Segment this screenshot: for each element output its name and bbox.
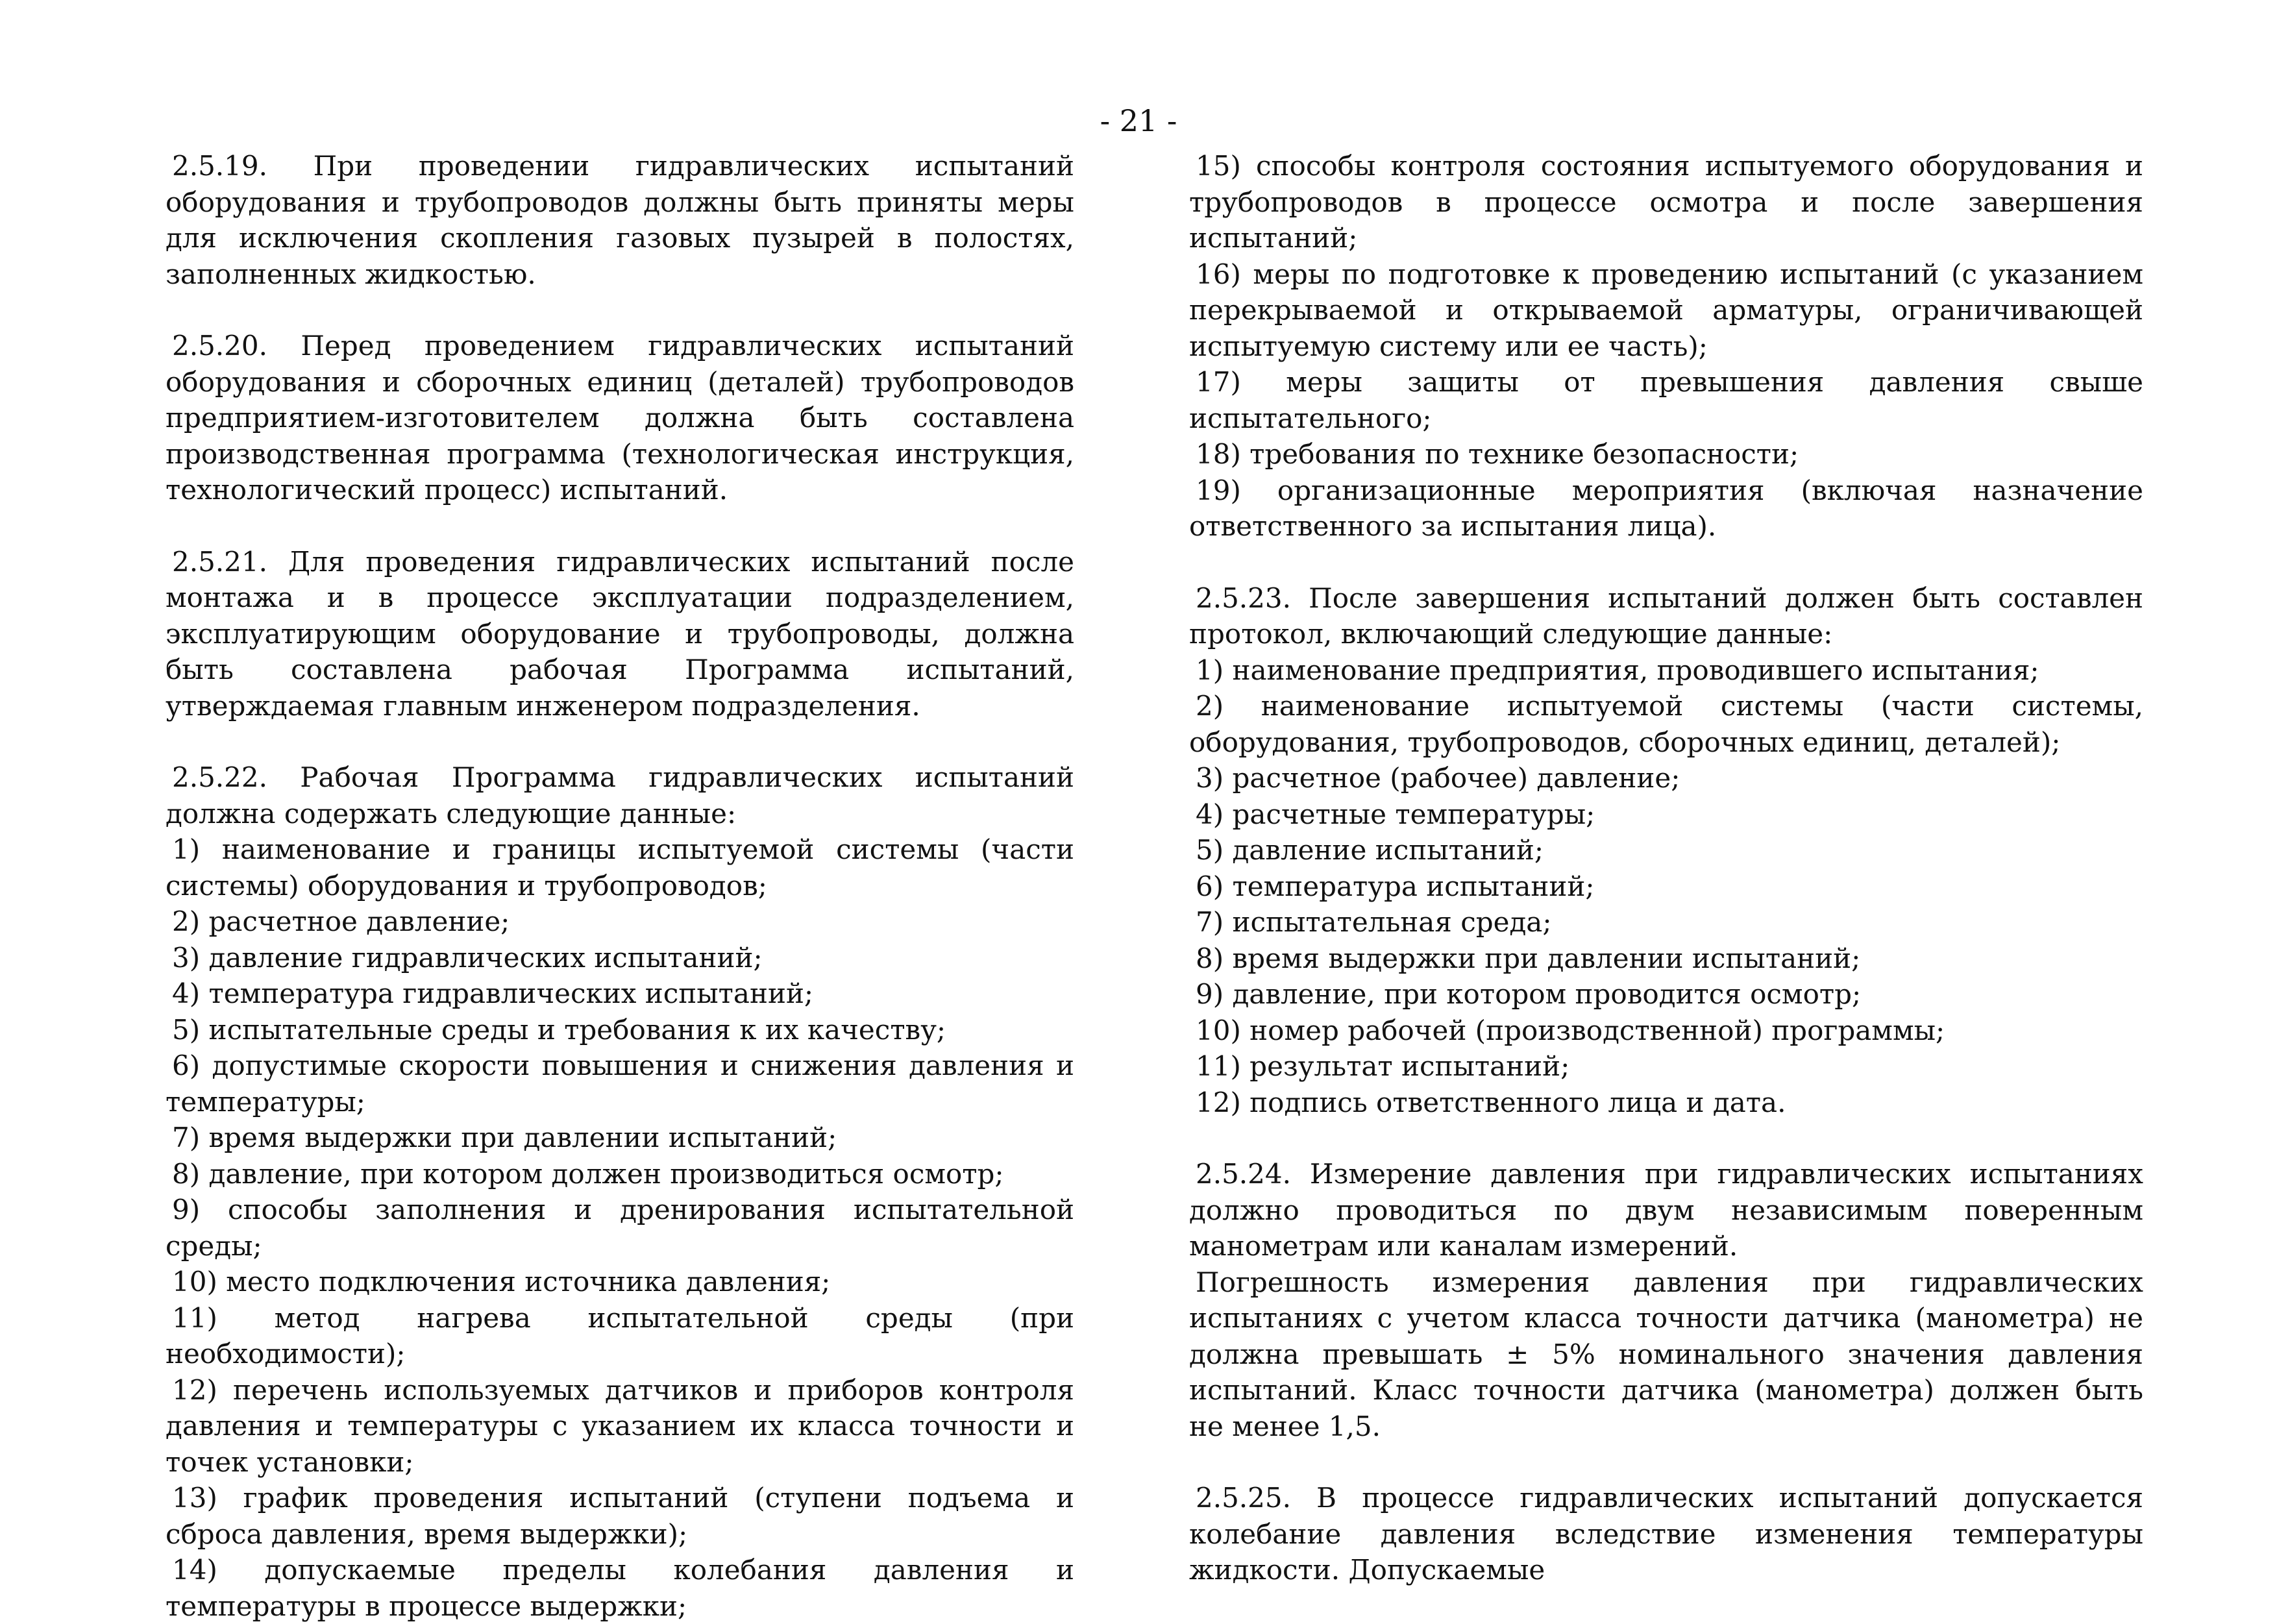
list-item: 9) давление, при котором проводится осмотр; (1196, 978, 1862, 1010)
right-column (1189, 148, 2143, 1588)
list-item: 13) график проведения испытаний (ступени подъема и сброса давления, время выдержки); (166, 1482, 1074, 1550)
paragraph-2-5-23: 2.5.23. После завершения испытаний должен быть составлен протокол, включающий следующие данные: (1189, 582, 2143, 650)
list-item: 10) место подключения источника давления; (172, 1266, 831, 1298)
list-item: 19) организационные мероприятия (включая назначение ответственного за испытания лица). (1189, 474, 2143, 542)
list-item: 1) наименование предприятия, проводившего испытания; (1196, 654, 2039, 686)
protocol-items-list (1189, 652, 2143, 1121)
list-item: 5) испытательные среды и требования к их качеству; (172, 1013, 946, 1046)
list-item: 3) давление гидравлических испытаний; (172, 941, 763, 974)
left-column (166, 148, 1074, 1624)
list-item: 5) давление испытаний; (1196, 834, 1544, 866)
list-item: 4) расчетные температуры; (1196, 798, 1595, 830)
list-item: 4) температура гидравлических испытаний; (172, 978, 814, 1009)
list-item: 8) давление, при котором должен производиться осмотр; (172, 1157, 1004, 1190)
list-item: 1) наименование и границы испытуемой системы (части системы) оборудования и трубопроводов; (166, 833, 1074, 902)
list-item: 11) метод нагрева испытательной среды (при необходимости); (166, 1301, 1074, 1370)
list-item: 12) подпись ответственного лица и дата. (1196, 1086, 1786, 1118)
list-item: 6) температура испытаний; (1196, 870, 1595, 902)
list-item: 3) расчетное (рабочее) давление; (1196, 762, 1680, 794)
list-item: 16) меры по подготовке к проведению испытаний (с указанием перекрываемой и открываемой арматуры, ограничивающей испытуемую систему или ее часть); (1189, 258, 2143, 362)
program-items-list (166, 831, 1074, 1624)
list-item: 18) требования по технике безопасности; (1196, 438, 1799, 470)
paragraph-2-5-24-accuracy: Погрешность измерения давления при гидравлических испытаниях с учетом класса точности датчика (манометра) не должна превышать ± 5% номинального значения давления испытаний. Класс точности датчика (манометра) должен быть не менее 1,5. (1189, 1266, 2143, 1442)
list-item: 10) номер рабочей (производственной) программы; (1196, 1014, 1945, 1046)
list-item: 8) время выдержки при давлении испытаний; (1196, 942, 1861, 974)
list-item: 2) расчетное давление; (172, 905, 510, 937)
paragraph-2-5-22: 2.5.22. Рабочая Программа гидравлических испытаний должна содержать следующие данные: (166, 761, 1074, 830)
list-item: 6) допустимые скорости повышения и снижения давления и температуры; (166, 1050, 1074, 1118)
program-items-list-continued (1189, 148, 2143, 545)
page-number: - 21 - (1100, 103, 1177, 138)
list-item: 14) допускаемые пределы колебания давления и температуры в процессе выдержки; (166, 1554, 1074, 1622)
list-item: 12) перечень используемых датчиков и приборов контроля давления и температуры с указанием их класса точности и точек установки; (166, 1373, 1074, 1478)
list-item: 7) испытательная среда; (1196, 906, 1552, 938)
list-item: 9) способы заполнения и дренирования испытательной среды; (166, 1194, 1074, 1262)
list-item: 15) способы контроля состояния испытуемого оборудования и трубопроводов в процессе осмотра и после завершения испытаний; (1189, 150, 2143, 254)
paragraph-2-5-25: 2.5.25. В процессе гидравлических испытаний допускается колебание давления вследствие изменения температуры жидкости. Допускаемые (1189, 1482, 2143, 1586)
list-item: 11) результат испытаний; (1196, 1050, 1570, 1082)
paragraph-2-5-21: 2.5.21. Для проведения гидравлических испытаний после монтажа и в процессе эксплуатации подразделением, эксплуатирующим оборудование и трубопроводы, должна быть составлена рабочая Программа испытаний, утверждаемая главным инженером подразделения. (166, 545, 1074, 722)
paragraph-2-5-24: 2.5.24. Измерение давления при гидравлических испытаниях должно проводиться по двум независимым поверенным манометрам или каналам измерений. (1189, 1158, 2143, 1262)
list-item: 2) наименование испытуемой системы (части системы, оборудования, трубопроводов, сборочных единиц, деталей); (1189, 690, 2143, 758)
paragraph-2-5-20: 2.5.20. Перед проведением гидравлических испытаний оборудования и сборочных единиц (деталей) трубопроводов предприятием-изготовителем должна быть составлена производственная программа (технологическая инструкция, технологический процесс) испытаний. (166, 330, 1074, 506)
paragraph-2-5-19: 2.5.19. При проведении гидравлических испытаний оборудования и трубопроводов должны быть приняты меры для исключения скопления газовых пузырей в полостях, заполненных жидкостью. (166, 150, 1074, 290)
list-item: 7) время выдержки при давлении испытаний; (172, 1122, 837, 1153)
list-item: 17) меры защиты от превышения давления свыше испытательного; (1189, 366, 2143, 434)
